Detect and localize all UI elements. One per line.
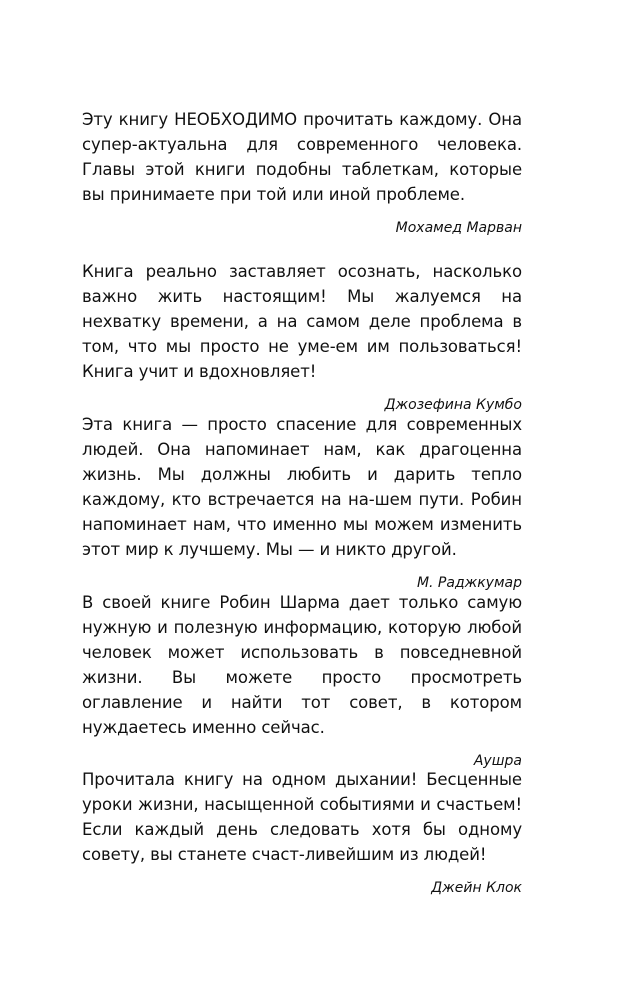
review: [82, 767, 522, 897]
review-text: В своей книге Робин Шарма дает только самую нужную и полезную информацию, которую любой человек может использовать в повседневной жизни. Вы можете просто просмотреть оглавление и найти тот совет, в котором нуждаетесь именно сейчас.: [82, 593, 522, 737]
review: [82, 107, 522, 237]
review-text: Эту книгу НЕОБХОДИМО прочитать каждому. Она супер-актуальна для современного человека. Главы этой книги подобны таблеткам, которые вы принимаете при той или иной проблеме.: [82, 110, 522, 204]
review-author: Мохамед Марван: [395, 220, 522, 236]
review: [82, 259, 522, 414]
review-text: Эта книга — просто спасение для современных людей. Она напоминает нам, как драгоценна жизнь. Мы должны любить и дарить тепло каждому, кто встречается на на-шем пути. Робин напоминает нам, что именно мы можем изменить этот мир к лучшему. Мы — и никто другой.: [82, 415, 522, 559]
review: [82, 590, 522, 770]
review-text: Книга реально заставляет осознать, насколько важно жить настоящим! Мы жалуемся на нехватку времени, а на самом деле проблема в том, что мы просто не уме-ем им пользоваться! Книга учит и вдохновляет!: [82, 262, 522, 381]
review-author: Джейн Клок: [431, 880, 522, 896]
review: [82, 412, 522, 592]
review-text: Прочитала книгу на одном дыхании! Бесценные уроки жизни, насыщенной событиями и счастьем! Если каждый день следовать хотя бы одному совету, вы станете счаст-ливейшим из людей!: [82, 770, 522, 864]
review-author: Джозефина Кумбо: [384, 397, 522, 413]
review-author: Аушра: [473, 753, 522, 769]
review-author: М. Раджкумар: [416, 575, 522, 591]
